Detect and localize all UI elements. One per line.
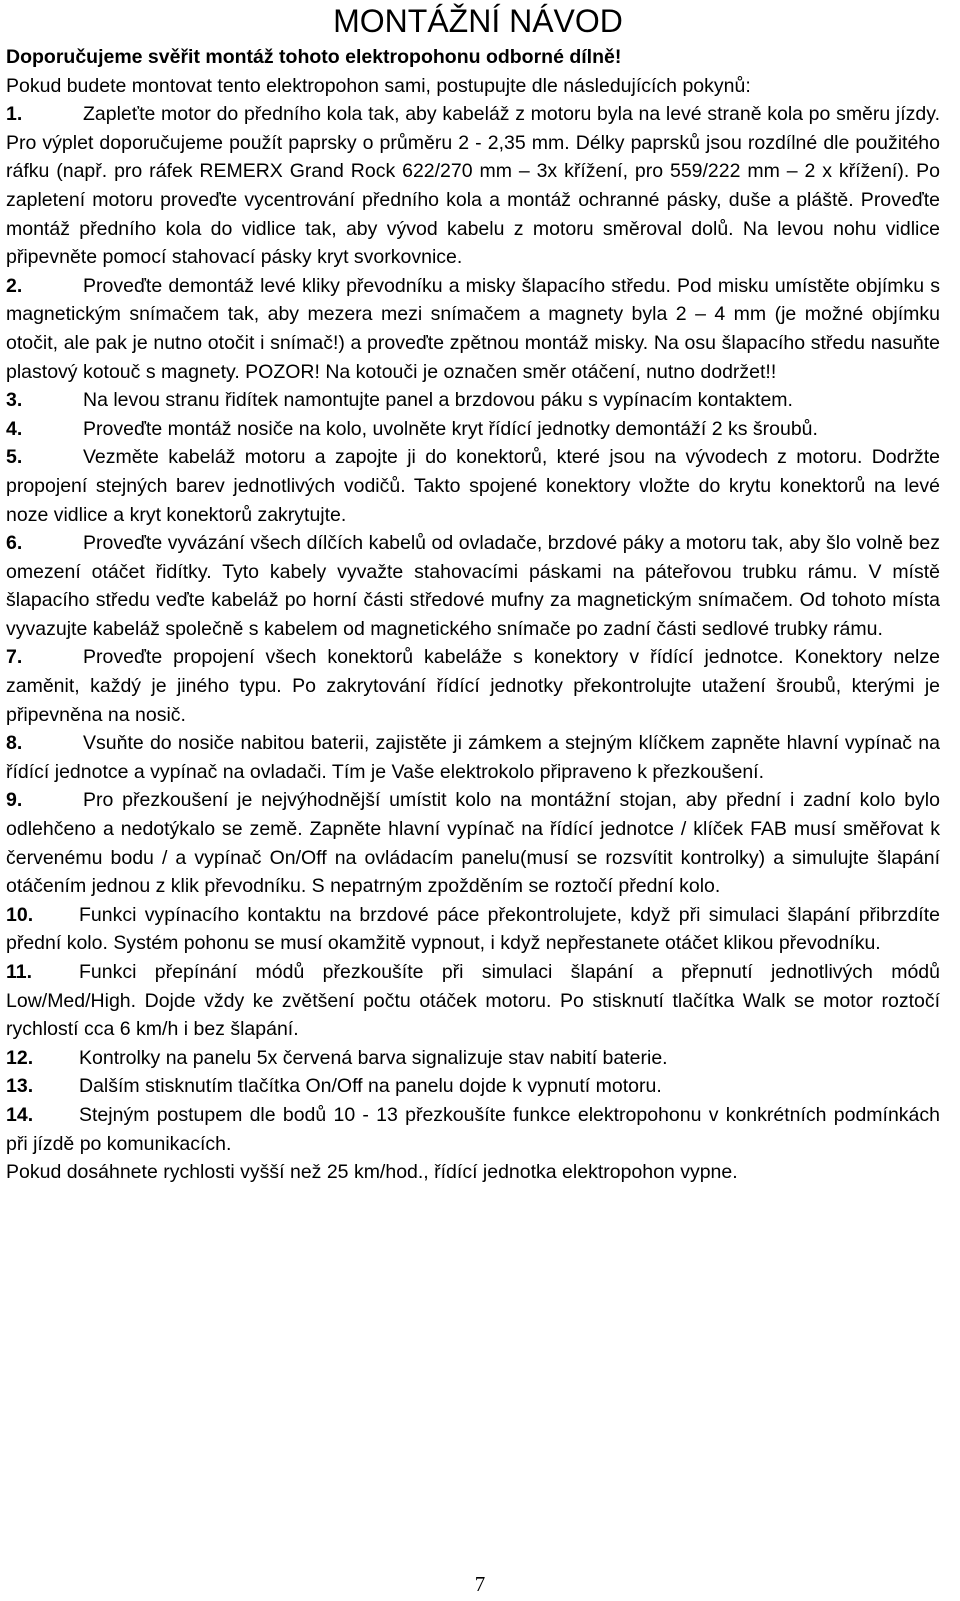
step-9 xyxy=(6,786,940,900)
step-number: 7. xyxy=(6,646,23,669)
step-number: 10. xyxy=(6,903,34,926)
intro-text: Pokud budete montovat tento elektropohon sami, postupujte dle následujících pokynů: xyxy=(6,74,751,97)
step-number: 4. xyxy=(6,417,23,440)
step-number: 12. xyxy=(6,1046,34,1069)
document-page xyxy=(6,0,940,1187)
step-text: Proveďte montáž nosiče na kolo, uvolněte kryt řídící jednotky demontáží 2 ks šroubů. xyxy=(83,417,818,440)
step-number: 14. xyxy=(6,1103,34,1126)
step-text: Stejným postupem dle bodů 10 - 13 přezkoušíte funkce elektropohonu v konkrétních podmínkách při jízdě po komunikacích. xyxy=(6,1103,940,1155)
step-8 xyxy=(6,729,940,786)
step-1 xyxy=(6,100,940,272)
step-number: 11. xyxy=(6,961,33,983)
step-10 xyxy=(6,901,940,958)
step-3 xyxy=(6,386,940,415)
step-11 xyxy=(6,958,940,1044)
step-text: Funkci vypínacího kontaktu na brzdové páce překontrolujete, když při simulaci šlapání přibrzdíte přední kolo. Systém pohonu se musí okamžitě vypnout, i když nepřestanete otáčet klikou převodníku. xyxy=(6,903,940,955)
step-12 xyxy=(6,1044,940,1073)
step-2 xyxy=(6,272,940,386)
step-number: 13. xyxy=(6,1075,34,1098)
step-text: Dalším stisknutím tlačítka On/Off na panelu dojde k vypnutí motoru. xyxy=(79,1075,662,1098)
step-5 xyxy=(6,443,940,529)
step-6 xyxy=(6,529,940,643)
page-title: MONTÁŽNÍ NÁVOD xyxy=(333,3,623,39)
step-text: Kontrolky na panelu 5x červená barva signalizuje stav nabití baterie. xyxy=(79,1046,668,1069)
step-number: 2. xyxy=(6,274,23,297)
step-14 xyxy=(6,1101,940,1158)
step-number: 5. xyxy=(6,446,23,469)
step-text: Proveďte demontáž levé kliky převodníku a misky šlapacího středu. Pod misku umístěte objímku s magnetickým snímačem tak, aby mezera mezi snímačem a magnety byla 2 – 4 mm (je možné objímku otočit, ale pak je nutno otočit i snímač!) a proveďte zpětnou montáž misky. Na osu šlapacího středu nasuňte plastový kotouč s magnety. POZOR! Na kotouči je označen směr otáčení, nutno dodržet!! xyxy=(6,274,940,383)
step-text: Zapleťte motor do předního kola tak, aby kabeláž z motoru byla na levé straně kola po směru jízdy. Pro výplet doporučujeme použít paprsky o průměru 2 - 2,35 mm. Délky paprsků jsou rozdílné dle použitého ráfku (např. pro ráfek REMERX Grand Rock 622/270 mm – 3x křížení, pro 559/222 mm – 2 x křížení). Po zapletení motoru proveďte vycentrování předního kola a montáž ochranné pásky, duše a pláště. Proveďte montáž předního kola do vidlice tak, aby vývod kabelu z motoru směroval dolů. Na levou nohu vidlice připevněte pomocí stahovací pásky kryt svorkovnice. xyxy=(6,103,940,269)
step-number: 3. xyxy=(6,389,23,412)
step-text: Pro přezkoušení je nejvýhodnější umístit kolo na montážní stojan, aby přední i zadní kolo bylo odlehčeno a nedotýkalo se země. Zapněte hlavní vypínač na řídící jednotce / klíček FAB musí směřovat k červenému bodu / a vypínač On/Off na ovládacím panelu(musí se rozsvítit kontrolky) a simulujte šlapání otáčením jednou z klik převodníku. S nepatrným zpožděním se roztočí přední kolo. xyxy=(6,789,940,898)
step-number: 9. xyxy=(6,789,23,812)
step-text: Vsuňte do nosiče nabitou baterii, zajistěte ji zámkem a stejným klíčkem zapněte hlavní vypínač na řídící jednotce a vypínač na ovladači. Tím je Vaše elektrokolo připraveno k přezkoušení. xyxy=(6,732,940,783)
step-text: Proveďte vyvázání všech dílčích kabelů od ovladače, brzdové páky a motoru tak, aby šlo volně bez omezení otáčet řidítky. Tyto kabely vyvažte stahovacími páskami na páteřovou trubku rámu. V místě šlapacího středu veďte kabeláž po horní části středové mufny za magnetickým snímačem. Od tohoto místa vyvazujte kabeláž společně s kabelem od magnetického snímače po zadní části sedlové trubky rámu. xyxy=(6,532,940,640)
step-13 xyxy=(6,1072,940,1101)
step-text: Vezměte kabeláž motoru a zapojte ji do konektorů, které jsou na vývodech z motoru. Dodržte propojení stejných barev jednotlivých vodičů. Takto spojené konektory vložte do krytu konektorů na levé noze vidlice a kryt konektorů zakrytujte. xyxy=(6,446,940,526)
page-number: 7 xyxy=(474,1572,486,1596)
closing-text: Pokud dosáhnete rychlosti vyšší než 25 km/hod., řídící jednotka elektropohon vypne. xyxy=(6,1161,738,1184)
intro-bold: Doporučujeme svěřit montáž tohoto elektropohonu odborné dílně! xyxy=(6,46,622,68)
step-4 xyxy=(6,415,940,444)
step-number: 6. xyxy=(6,532,23,555)
step-text: Funkci přepínání módů přezkoušíte při simulaci šlapání a přepnutí jednotlivých módů Low/Med/High. Dojde vždy ke zvětšení počtu otáček motoru. Po stisknutí tlačítka Walk se motor roztočí rychlostí cca 6 km/h i bez šlapání. xyxy=(6,961,940,1041)
step-number: 8. xyxy=(6,732,23,755)
step-text: Proveďte propojení všech konektorů kabeláže s konektory v řídící jednotce. Konektory nelze zaměnit, každý je jiného typu. Po zakrytování řídící jednotky překontrolujte utažení šroubů, kterými je připevněna na nosič. xyxy=(6,646,940,726)
step-number: 1. xyxy=(6,103,23,126)
step-7 xyxy=(6,643,940,729)
step-text: Na levou stranu řidítek namontujte panel a brzdovou páku s vypínacím kontaktem. xyxy=(83,389,793,412)
